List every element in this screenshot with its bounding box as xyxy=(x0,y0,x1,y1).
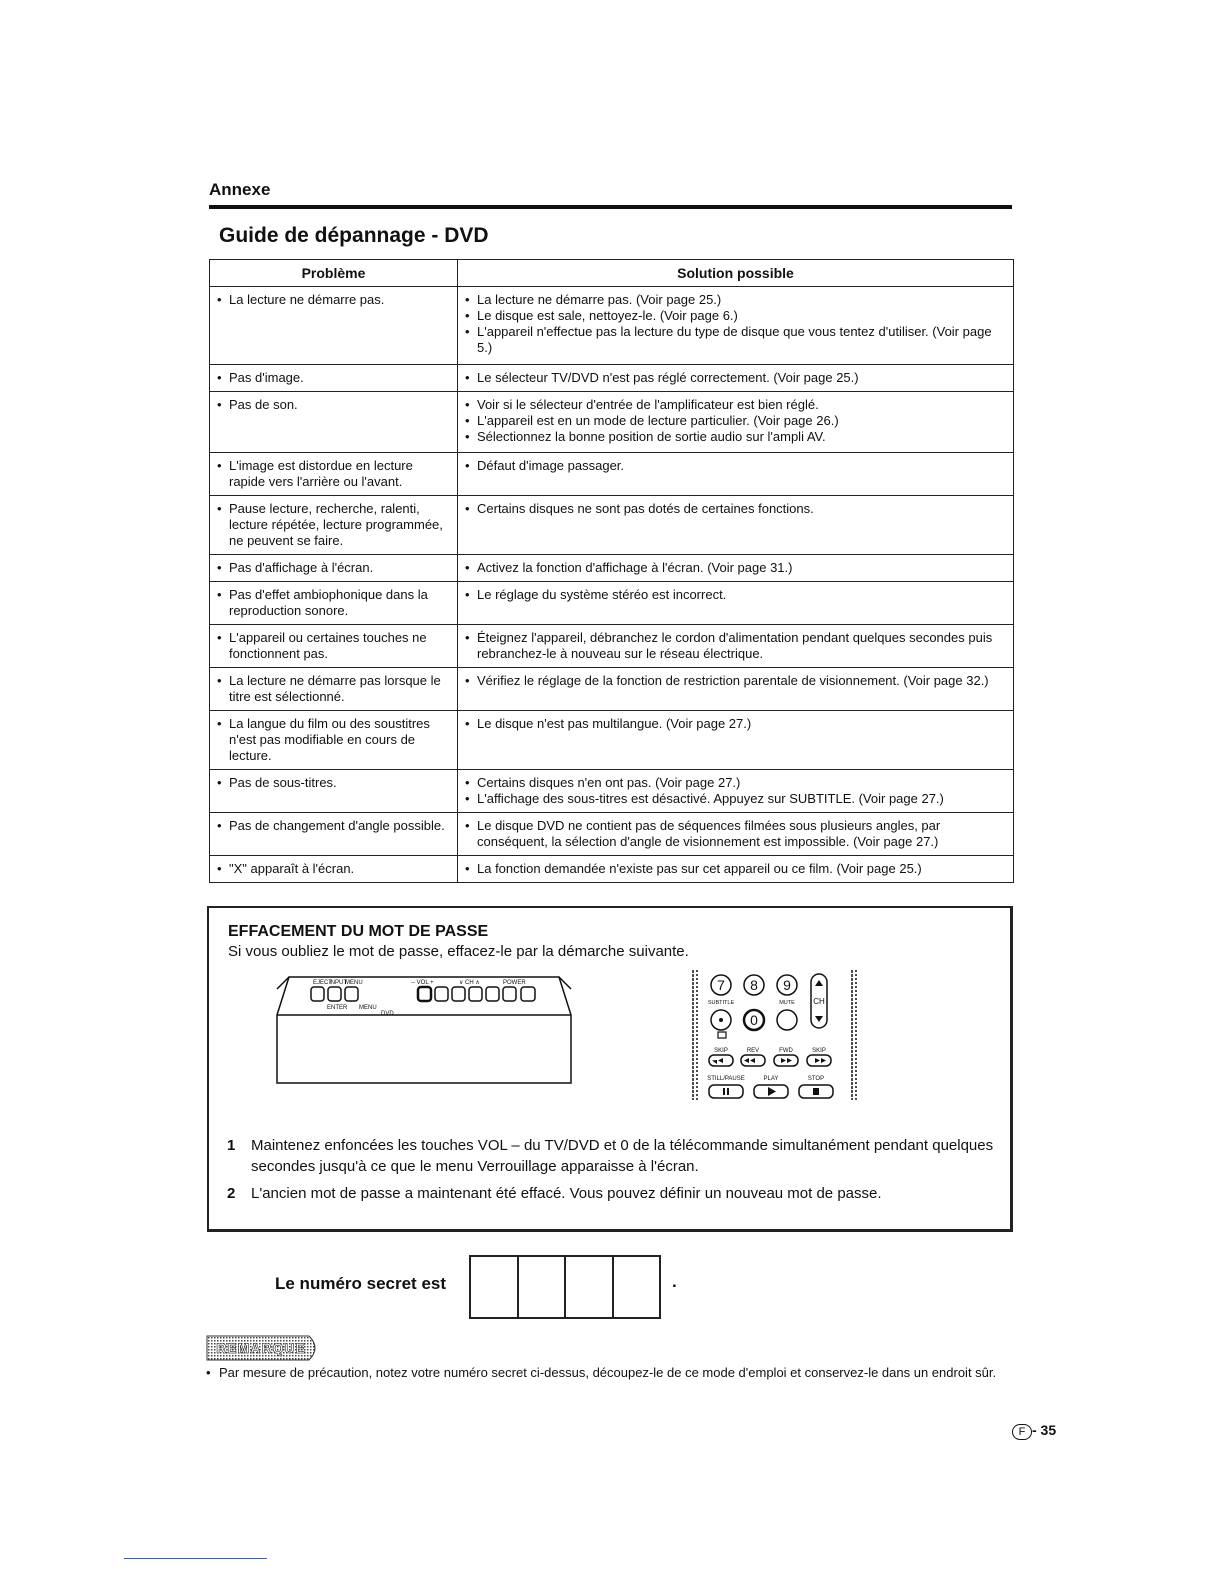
solution-cell xyxy=(458,496,1014,555)
remote-label-skip-fwd: SKIP xyxy=(812,1048,826,1054)
problem-item: • Pause lecture, recherche, ralenti, lecture répétée, lecture programmée, ne peuvent se faire. xyxy=(214,501,451,549)
panel-label-dvd: DVD xyxy=(381,1011,394,1017)
solution-cell xyxy=(458,856,1014,883)
problem-cell xyxy=(210,287,458,365)
pin-digit-box[interactable] xyxy=(519,1257,567,1317)
panel-label-menu2: MENU xyxy=(359,1005,377,1011)
panel-label-menu: MENU xyxy=(345,980,363,986)
problem-item: • La langue du film ou des soustitres n'est pas modifiable en cours de lecture. xyxy=(214,716,451,764)
solution-cell xyxy=(458,365,1014,392)
solution-cell xyxy=(458,625,1014,668)
solution-item: • Le disque DVD ne contient pas de séquences filmées sous plusieurs angles, par conséquent, la sélection d'angle de visionnement est impossible. (Voir page 27.) xyxy=(462,818,1007,850)
panel-label-input: INPUT xyxy=(329,980,347,986)
remote-label-play: PLAY xyxy=(763,1076,779,1082)
tv-panel-illustration xyxy=(271,975,581,1087)
solution-cell xyxy=(458,453,1014,496)
pin-digit-box[interactable] xyxy=(614,1257,660,1317)
solution-cell xyxy=(458,770,1014,813)
problem-cell xyxy=(210,365,458,392)
solution-item: • Le réglage du système stéréo est incorrect. xyxy=(462,587,1007,603)
remote-label-skip-back: SKIP xyxy=(714,1048,728,1054)
panel-label-ch: ∨ CH ∧ xyxy=(459,980,480,986)
table-row xyxy=(210,365,1014,392)
problem-item: • "X" apparaît à l'écran. xyxy=(214,861,451,877)
solution-cell xyxy=(458,392,1014,453)
solution-item: • Sélectionnez la bonne position de sortie audio sur l'ampli AV. xyxy=(462,429,1007,445)
solution-cell xyxy=(458,668,1014,711)
problem-item: • Pas de son. xyxy=(214,397,451,413)
remote-label-ch: CH xyxy=(813,997,825,1006)
problem-item: • L'appareil ou certaines touches ne fonctionnent pas. xyxy=(214,630,451,662)
remote-label-subtitle: SUBTITLE xyxy=(707,1000,735,1006)
ch-down-icon xyxy=(815,1016,823,1022)
password-reset-box xyxy=(207,906,1013,1232)
solution-item: • La lecture ne démarre pas. (Voir page 25.) xyxy=(462,292,1007,308)
page-title: Guide de dépannage - DVD xyxy=(219,224,489,247)
problem-item: • Pas de sous-titres. xyxy=(214,775,451,791)
problem-cell xyxy=(210,711,458,770)
remarque-note-text: • Par mesure de précaution, notez votre numéro secret ci-dessus, découpez-le de ce mode d'emploi et conservez-le dans un endroit sûr. xyxy=(204,1364,1004,1381)
remote-key-7: 7 xyxy=(717,977,725,993)
solution-item: • Voir si le sélecteur d'entrée de l'amplificateur est bien réglé. xyxy=(462,397,1007,413)
language-mark: F xyxy=(1012,1424,1032,1440)
table-header-row xyxy=(210,260,1014,287)
remarque-badge-text: REMARQUE xyxy=(216,1340,306,1356)
remote-label-fwd: FWD xyxy=(779,1048,793,1054)
solution-item: • Le disque n'est pas multilangue. (Voir page 27.) xyxy=(462,716,1007,732)
problem-cell xyxy=(210,555,458,582)
header-problem: Problème xyxy=(210,260,458,287)
remarque-badge xyxy=(205,1334,323,1362)
page-number-text: - 35 xyxy=(1032,1422,1057,1438)
play-icon xyxy=(768,1087,776,1096)
panel-label-eject: EJECT xyxy=(313,980,333,986)
problem-item: • La lecture ne démarre pas. xyxy=(214,292,451,308)
table-row xyxy=(210,625,1014,668)
problem-cell xyxy=(210,582,458,625)
solution-item: • Éteignez l'appareil, débranchez le cordon d'alimentation pendant quelques secondes puis rebranchez-le à nouveau sur le réseau électrique. xyxy=(462,630,1007,662)
problem-cell xyxy=(210,813,458,856)
table-row xyxy=(210,392,1014,453)
pause-icon xyxy=(723,1088,725,1095)
problem-cell xyxy=(210,668,458,711)
problem-cell xyxy=(210,625,458,668)
header-rule xyxy=(209,205,1012,209)
solution-item: • Le disque est sale, nettoyez-le. (Voir page 6.) xyxy=(462,308,1007,324)
table-row xyxy=(210,555,1014,582)
table-row xyxy=(210,711,1014,770)
solution-cell xyxy=(458,711,1014,770)
problem-cell xyxy=(210,856,458,883)
solution-item: • Défaut d'image passager. xyxy=(462,458,1007,474)
pin-boxes xyxy=(469,1255,661,1319)
step-1-text: Maintenez enfoncées les touches VOL – du TV/DVD et 0 de la télécommande simultanément pendant quelques secondes jusqu'à ce que le menu Verrouillage apparaisse à l'écran. xyxy=(251,1137,994,1175)
password-box-title: EFFACEMENT DU MOT DE PASSE xyxy=(228,923,489,940)
solution-item: • Activez la fonction d'affichage à l'écran. (Voir page 31.) xyxy=(462,560,1007,576)
table-row xyxy=(210,496,1014,555)
panel-label-enter: ENTER xyxy=(327,1005,348,1011)
solution-cell xyxy=(458,582,1014,625)
troubleshooting-table xyxy=(209,259,1014,883)
remote-label-rev: REV xyxy=(746,1048,760,1054)
pin-label: Le numéro secret est xyxy=(275,1274,447,1293)
problem-cell xyxy=(210,496,458,555)
ch-up-icon xyxy=(815,980,823,986)
table-row xyxy=(210,813,1014,856)
header-solution: Solution possible xyxy=(458,260,1014,287)
stop-icon xyxy=(813,1088,819,1095)
panel-label-vol: -- VOL + xyxy=(411,980,434,986)
pin-dot: . xyxy=(672,1272,677,1291)
problem-cell xyxy=(210,392,458,453)
remote-key-9: 9 xyxy=(783,977,791,993)
remote-key-8: 8 xyxy=(750,977,758,993)
solution-item: • Vérifiez le réglage de la fonction de restriction parentale de visionnement. (Voir page 32.) xyxy=(462,673,1007,689)
problem-cell xyxy=(210,770,458,813)
remote-label-stop: STOP xyxy=(807,1076,825,1082)
step-2-text: L'ancien mot de passe a maintenant été effacé. Vous pouvez définir un nouveau mot de passe. xyxy=(251,1185,882,1202)
bottom-edge-line xyxy=(124,1558,267,1559)
table-row xyxy=(210,287,1014,365)
solution-item: • L'appareil n'effectue pas la lecture du type de disque que vous tentez d'utiliser. (Voir page 5.) xyxy=(462,324,1007,356)
problem-item: • Pas d'affichage à l'écran. xyxy=(214,560,451,576)
remote-illustration xyxy=(690,968,860,1103)
problem-cell xyxy=(210,453,458,496)
solution-cell xyxy=(458,287,1014,365)
remote-label-still-pause: STILL/PAUSE xyxy=(707,1076,745,1082)
pin-digit-box[interactable] xyxy=(566,1257,614,1317)
page-number xyxy=(1012,1422,1056,1440)
remarque-note xyxy=(204,1364,1004,1381)
problem-item: • L'image est distordue en lecture rapide vers l'arrière ou l'avant. xyxy=(214,458,451,490)
panel-label-power: POWER xyxy=(503,980,526,986)
remote-key-0: 0 xyxy=(750,1012,758,1028)
solution-item: • L'appareil est en un mode de lecture particulier. (Voir page 26.) xyxy=(462,413,1007,429)
problem-item: • La lecture ne démarre pas lorsque le titre est sélectionné. xyxy=(214,673,451,705)
problem-item: • Pas d'image. xyxy=(214,370,451,386)
table-row xyxy=(210,856,1014,883)
table-row xyxy=(210,770,1014,813)
problem-item: • Pas de changement d'angle possible. xyxy=(214,818,451,834)
section-label: Annexe xyxy=(209,180,271,199)
password-box-intro: Si vous oubliez le mot de passe, effacez-le par la démarche suivante. xyxy=(228,943,689,960)
table-row xyxy=(210,668,1014,711)
solution-item: • L'affichage des sous-titres est désactivé. Appuyez sur SUBTITLE. (Voir page 27.) xyxy=(462,791,1007,807)
step-1-number: 1 xyxy=(227,1137,236,1154)
solution-item: • La fonction demandée n'existe pas sur cet appareil ou ce film. (Voir page 25.) xyxy=(462,861,1007,877)
remote-label-mute: MUTE xyxy=(779,1000,795,1006)
solution-item: • Certains disques ne sont pas dotés de certaines fonctions. xyxy=(462,501,1007,517)
table-row xyxy=(210,453,1014,496)
solution-cell xyxy=(458,555,1014,582)
pin-digit-box[interactable] xyxy=(471,1257,519,1317)
step-2-number: 2 xyxy=(227,1185,236,1202)
solution-item: • Certains disques n'en ont pas. (Voir page 27.) xyxy=(462,775,1007,791)
solution-item: • Le sélecteur TV/DVD n'est pas réglé correctement. (Voir page 25.) xyxy=(462,370,1007,386)
solution-cell xyxy=(458,813,1014,856)
problem-item: • Pas d'effet ambiophonique dans la reproduction sonore. xyxy=(214,587,451,619)
table-row xyxy=(210,582,1014,625)
